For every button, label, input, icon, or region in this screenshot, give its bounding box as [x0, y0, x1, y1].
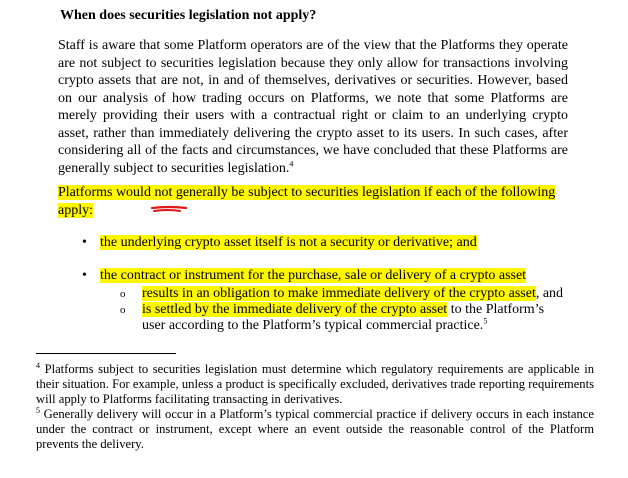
red-underline-annotation: [150, 205, 190, 213]
sub-item-obligation-rest: , and: [535, 286, 564, 301]
sub-item-obligation: [142, 286, 563, 302]
footnote-divider: [36, 353, 176, 354]
bullet-item-underlying-asset: [100, 234, 477, 252]
bullet-item-contract-text: the contract or instrument for the purchase, sale or delivery of a crypto asset: [100, 268, 527, 283]
bullet-marker: •: [82, 235, 87, 250]
footnote-4-text: Platforms subject to securities legislation must determine which regulatory requirements are applicable in their situation. For example, unless a product is specifically excluded, derivatives trade reporting requirements will apply to Platforms facilitating transacting in derivatives.: [36, 362, 594, 406]
section-heading: When does securities legislation not apply?: [60, 8, 317, 23]
footnote-5: [36, 407, 594, 452]
highlighted-conditions-text: Platforms would not generally be subject to securities legislation if each of the following apply:: [58, 185, 556, 218]
sub-bullet-marker: o: [120, 304, 126, 316]
sub-item-settled-rest: to the Platform’s: [447, 302, 545, 317]
footnote-4: [36, 362, 594, 407]
paragraph-staff-view: [58, 37, 568, 177]
footnote-ref-5: 5: [483, 316, 488, 326]
footnote-ref-4: 4: [289, 158, 294, 168]
bullet-item-underlying-asset-text: the underlying crypto asset itself is not a security or derivative; and: [100, 235, 477, 250]
paragraph-conditions: [58, 184, 578, 220]
bullet-item-contract: [100, 267, 526, 285]
footnote-5-number: 5: [36, 405, 40, 415]
paragraph-staff-view-text: Staff is aware that some Platform operators are of the view that the Platforms they operate are not subject to securities legislation because they only allow for transactions involving crypto assets that are not, in and of themselves, derivatives or securities. However, based on our analysis of how trading occurs on Platforms, we note that some Platforms are merely providing their users with a contractual right or claim to an underlying crypto asset, rather than immediately delivering the crypto asset to its users. In such cases, after considering all of the facts and circumstances, we have concluded that these Platforms are generally subject to securities legislation.: [58, 38, 568, 176]
bullet-marker: •: [82, 268, 87, 283]
sub-item-settled-line2: [142, 318, 487, 334]
sub-item-settled-line2-text: user according to the Platform’s typical commercial practice.: [142, 318, 484, 333]
footnote-5-text: Generally delivery will occur in a Platform’s typical commercial practice if delivery occurs in each instance under the contract or instrument, except where an event outside the reasonable control of the Platform prevents the delivery.: [36, 407, 594, 451]
footnote-4-number: 4: [36, 360, 40, 370]
sub-item-obligation-highlight: results in an obligation to make immediate delivery of the crypto asset: [142, 286, 536, 301]
sub-bullet-marker: o: [120, 288, 126, 300]
sub-item-settled-highlight: is settled by the immediate delivery of the crypto asset: [142, 302, 448, 317]
